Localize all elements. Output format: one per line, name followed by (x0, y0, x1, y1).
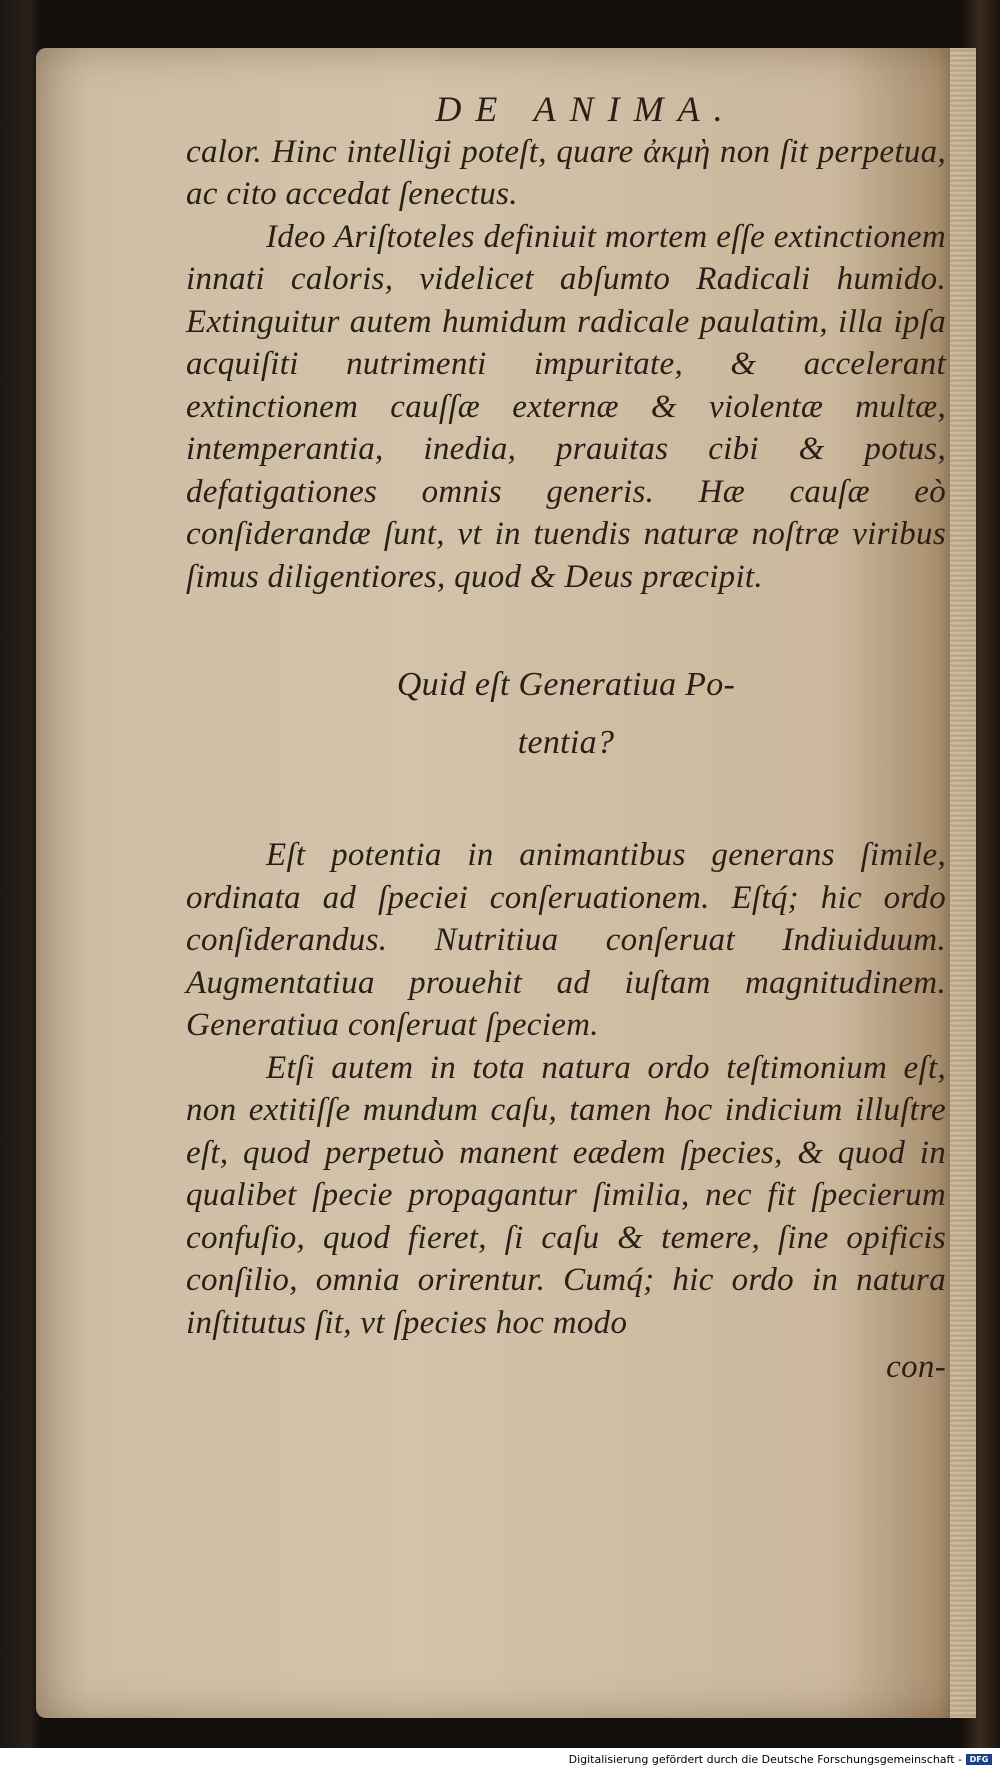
paragraph-3: Eſt potentia in animantibus generans ſimile, ordinata ad ſpeciei conſeruationem. Eſtq́; hic ordo conſiderandus. Nutritiua conſeruat Indiuiduum. Augmentatiua prouehit ad iuſtam magnitudinem. Generatiua conſeruat ſpeciem. (186, 837, 946, 1043)
section-title-line-2: tentia? (517, 724, 615, 761)
section-title (186, 656, 946, 772)
page-text-block (186, 88, 946, 1389)
paragraph-2: Ideo Ariſtoteles definiuit mortem eſſe extinctionem innati caloris, videlicet abſumto Radicali humido. Extinguitur autem humidum radicale paulatim, illa ipſa acquiſiti nutrimenti impuritate, & accelerant extinctionem cauſſæ externæ & violentæ multæ, intemperantia, inedia, prauitas cibi & potus, defatigationes omnis generis. Hæ cauſæ eò conſiderandæ ſunt, vt in tuendis naturæ noſtræ viribus ſimus diligentiores, quod & Deus præcipit. (186, 218, 946, 595)
book-page (36, 48, 976, 1718)
section-title-line-1: Quid eſt Generatiua Po- (396, 666, 736, 703)
footer-bar (0, 1748, 1000, 1771)
catchword: con- (886, 1349, 946, 1385)
page-edge (950, 48, 976, 1718)
paragraph-4: Etſi autem in tota natura ordo teſtimonium eſt, non extitiſſe mundum caſu, tamen hoc indicium illuſtre eſt, quod perpetuò manent eædem ſpecies, & quod in qualibet ſpecie propagantur ſimilia, nec fit ſpecierum confuſio, quod fieret, ſi caſu & temere, ſine opificis conſilio, omnia orirentur. Cumq́; hic ordo in natura inſtitutus ſit, vt ſpecies hoc modo (186, 1049, 946, 1341)
dfg-logo-icon: DFG (966, 1754, 992, 1765)
running-head: DE ANIMA. (435, 89, 737, 129)
paragraph-1: calor. Hinc intelligi poteſt, quare ἀκμὴ non ſit perpetua, ac cito accedat ſenectus. (186, 133, 946, 212)
footer-credit: Digitalisierung gefördert durch die Deutsche Forschungsgemeinschaft - (568, 1753, 962, 1766)
